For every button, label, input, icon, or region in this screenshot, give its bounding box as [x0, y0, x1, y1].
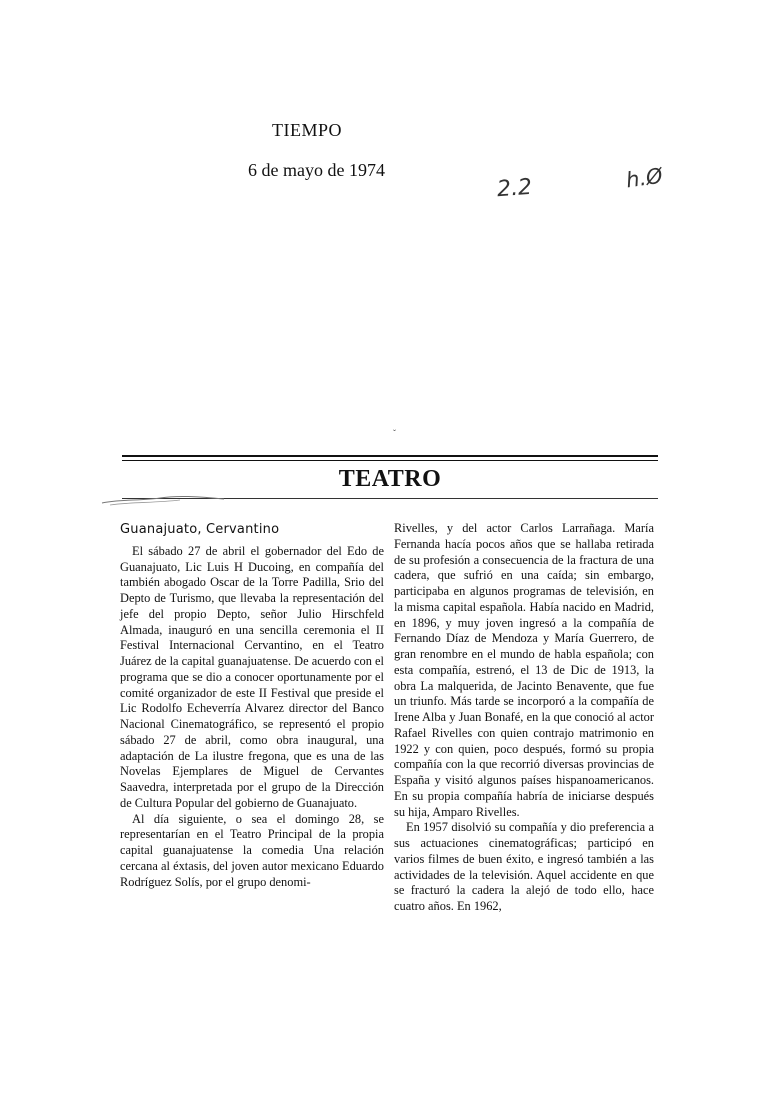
handwritten-initials: h.Ø [624, 163, 665, 193]
section-title: TEATRO [338, 466, 442, 492]
top-rule [122, 455, 658, 457]
paragraph: Rivelles, y del actor Carlos Larrañaga. María Fernanda hacía pocos años que se hallaba retirada de su profesión a consecuencia de la fractura de una cadera, que sufrió en una caída; sin embargo, participaba en algunos programas de televisión, en la misma capital española. Había nacido en Madrid, en 1896, y muy joven ingresó a la compañía de Fernando Díaz de Mendoza y María Guerrero, de gran renombre en el mundo de habla española; con esta compañía, estrenó, el 13 de Dic de 1913, la obra La malquerida, de Jacinto Benavente, que fue un triunfo. Más tarde se incorporó a la compañía de Irene Alba y Juan Bonafé, en la que conoció al actor Rafael Rivelles con quien contrajo matrimonio en 1922 y con quien, poco después, formó su propia compañía con la que recorrió diversas provincias de España y visitó algunos países hispanoamericanos. En su propia compañía habría de iniciarse después su hija, Amparo Rivelles. [394, 521, 654, 819]
top-rule-thin [122, 460, 658, 461]
handwritten-page-note: 2.2 [496, 174, 533, 203]
paragraph: Al día siguiente, o sea el domingo 28, se representarían en el Teatro Principal de la propia capital guanajuatense la comedia Una relación cercana al éxtasis, del joven autor mexicano Eduardo Rodríguez Solís, por el grupo denomi- [120, 811, 384, 889]
paragraph: El sábado 27 de abril el gobernador del Edo de Guanajuato, Lic Luis H Ducoing, en compañía del también abogado Oscar de la Torre Padilla, Srio del Depto de Turismo, que llevaba la representación del jefe del propio Depto, señor Julio Hirschfeld Almada, inauguró en una sencilla ceremonia el II Festival Internacional Cervantino, en el Teatro Juárez de la capital guanajuatense. De acuerdo con el programa que se dio a conocer oportunamente por el comité organizador de este II Festival que preside el Lic Rodolfo Echeverría Alvarez director del Banco Nacional Cinematográfico, se representó el propio sábado 27 de abril, como obra inaugural, una adaptación de La ilustre fregona, que es una de las Novelas Ejemplares de Miguel de Cervantes Saavedra, interpretada por el grupo de la Dirección de Cultura Popular del gobierno de Guanajuato. [120, 543, 384, 810]
article-column-1 [120, 522, 384, 890]
stray-mark: ˇ [393, 428, 396, 438]
article-column-2 [394, 521, 654, 915]
article-title: Guanajuato, Cervantino [120, 522, 280, 537]
newspaper-name: TIEMPO [272, 120, 342, 140]
pencil-scribble [100, 485, 226, 509]
paragraph: En 1957 disolvió su compañía y dio preferencia a sus actuaciones cinematográficas; participó en varios filmes de buen éxito, e ingresó también a las actividades de la televisión. Aquel accidente en que se fracturó la cadera la alejó de todo ello, hace cuatro años. En 1962, [394, 820, 654, 913]
publication-date: 6 de mayo de 1974 [248, 160, 385, 180]
